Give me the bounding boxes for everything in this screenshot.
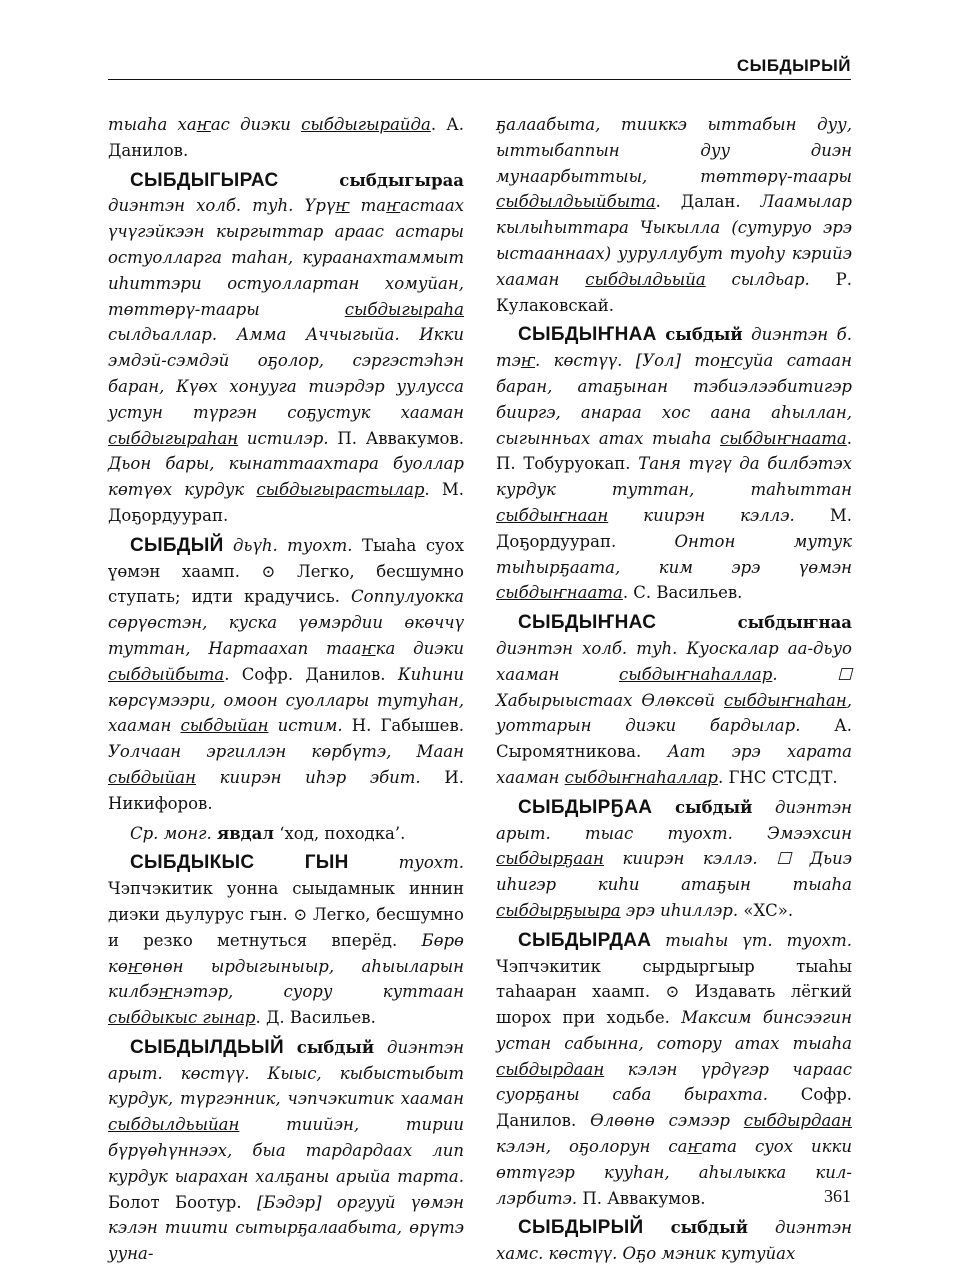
entry-sybdyldyj: СЫБДЫЛДЬЫЙ сыбдый диэнтэн арыт. көстүү. Кыыс, кыбыстыбыт курдук, түргэнник, чэпчэкитик хааман сыбдылдьыйан тиийэн, тирии бүрүөһүннээх, быа тардардаах лип курдук ыарахан халҕаны арыйа тарта. Болот Боотур. [Бэдэр] оргууй үөмэн кэлэн тиити сытырҕалаабыта, өрүтэ ууна- [108, 1036, 464, 1264]
headword: СЫБДЫКЫС ГЫН [130, 852, 349, 874]
headword: СЫБДЫРҔАА [518, 796, 653, 818]
root-word: сыбдый [674, 797, 753, 817]
entry-sybdyryj: СЫБДЫРЫЙ сыбдый диэнтэн хамс. көстүү. Оҕо мэник кутуйах [496, 1217, 852, 1264]
headword: СЫБДЫРДАА [518, 929, 652, 951]
headword: СЫБДЫҤНАА [518, 324, 657, 346]
continuation-paragraph: тыаһа хаҥас диэки сыбдыгырайда. А. Данилов. [108, 115, 464, 160]
root-word: сыбдыҥнаа [737, 613, 852, 633]
root-word: сыбдый [296, 1037, 375, 1057]
headword: СЫБДЫРЫЙ [518, 1217, 644, 1239]
right-column [496, 112, 852, 1271]
entry-sybdyngnas: СЫБДЫҤНАС сыбдыҥнаа диэнтэн холб. туһ. Куоскалар аа-дьуо хааман сыбдыҥнаһаллар. ☐ Хабырыыстаах Өлөксөй сыбдыҥнаһан, уоттарын диэки бардылар. А. Сыромятникова. Аат эрэ харата хааман сыбдыҥнаһаллар. ГНС СТСДТ. [496, 612, 853, 787]
entry-sybdygyras: СЫБДЫГЫРАС сыбдыгыраа диэнтэн холб. туһ. Үрүҥ таҥастаах үчүгэйкээн кыргыттар араас астары остуолларга таһан, кураанахтаммыт иһиттэри остуоллартан хомуйан, төттөрү-таары сыбдыгыраһа сылдьаллар. Амма Аччыгыйа. Икки эмдэй-сэмдэй оҕолор, сэргэстэһэн баран, Күөх хонууга тиэрдэр уулусса устун түргэн соҕустук хааман сыбдыгыраһан истилэр. П. Аввакумов. Дьон бары, кынаттаахтара буоллар көтүөх курдук сыбдыгырастылар. М. Доҕордуурап. [108, 169, 464, 525]
root-word: сыбдый [665, 325, 743, 345]
entry-sybdyrgaa: СЫБДЫРҔАА сыбдый диэнтэн арыт. тыас туохт. Эмээхсин сыбдырҕаан киирэн кэллэ. ☐ Дьиэ иһигэр киһи атаҕын тыаһа сыбдырҕыыра эрэ иһиллэр. «ХС». [496, 796, 852, 920]
root-word: сыбдый [670, 1218, 748, 1238]
running-head: СЫБДЫРЫЙ [736, 56, 851, 75]
headword: СЫБДЫЛДЬЫЙ [130, 1036, 284, 1058]
entry-sybdyrdaa: СЫБДЫРДАА тыаһы үт. туохт. Чэпчэкитик сырдыргыыр тыаһы таһааран хаамп. ⊙ Издавать лёгкий шорох при ходьбе. Максим бинсээгин устан сабынна, сотору атах тыаһа сыбдырдаан кэлэн үрдүгэр чараас суорҕаны саба бырахта. Софр. Данилов. Өлөөнө сэмээр сыбдырдаан кэлэн, оҕолорун саҥата суох икки өттүгэр кууһан, аһылыкка киллэрбитэ. П. Аввакумов. [496, 929, 852, 1208]
headword: СЫБДЫГЫРАС [130, 169, 279, 191]
entry-sybdyj: СЫБДЫЙ дьүһ. туохт. Тыаһа суох үөмэн хаамп. ⊙ Легко, бесшумно ступать; идти крадучись. Соппулуокка сөрүөстэн, куска үөмэрдии өкөччү туттан, Нартаахап тааҥка диэки сыбдыйбыта. Софр. Данилов. Киһини көрсүмээри, омоон суоллары тутуһан, хааман сыбдыйан истим. Н. Габышев. Уолчаан эргиллэн көрбүтэ, Маан сыбдыйан киирэн иһэр эбит. И. Никифоров. [108, 534, 465, 813]
header-rule [108, 79, 851, 80]
root-word: сыбдыгыраа [339, 170, 464, 190]
headword: СЫБДЫЙ [130, 534, 224, 556]
left-column [108, 112, 464, 1271]
continuation-paragraph: ҕалаабыта, тииккэ ыттабын дуу, ыттыбаппын дуу диэн мунаарбыттыы, төттөрү-таары сыбдылдьыйбыта. Далан. Лаамылар кылыһыттара Чыкылла (сутуруо эрэ ыстааннаах) ууруллубут туоһу кэрийэ хааман сыбдылдьыйа сылдьар. Р. Кулаковскай. [496, 115, 852, 315]
etymology-note: Ср. монг. явдал ‘ход, походка’. [130, 823, 406, 843]
entry-sybdykys-gyn: СЫБДЫКЫС ГЫН туохт. Чэпчэкитик уонна сыыдамнык иннин диэки дьулурус гын. ⊙ Легко, бесшумно и резко метнуться вперёд. Бөрө көҥөнөн ырдыгыныыр, аһыыларын килбэҥнэтэр, суору куттаан сыбдыкыс гынар. Д. Васильев. [108, 852, 464, 1028]
entry-sybdyngnaa: СЫБДЫҤНАА сыбдый диэнтэн б. тэҥ. көстүү. [Уол] тоҥсуйа сатаан баран, атаҕынан тэбиэлээбитигэр бииргэ, анараа хос аана аһыллан, сыгынньах атах тыаһа сыбдыҥнаата. П. Тобуруокап. Таня түгү да билбэтэх курдук туттан, таһыттан сыбдыҥнаан киирэн кэллэ. М. Доҕордуурап. Онтон мутук тыһырҕаата, ким эрэ үөмэн сыбдыҥнаата. С. Васильев. [496, 324, 852, 603]
page-number: 361 [824, 1186, 851, 1206]
headword: СЫБДЫҤНАС [518, 612, 657, 634]
